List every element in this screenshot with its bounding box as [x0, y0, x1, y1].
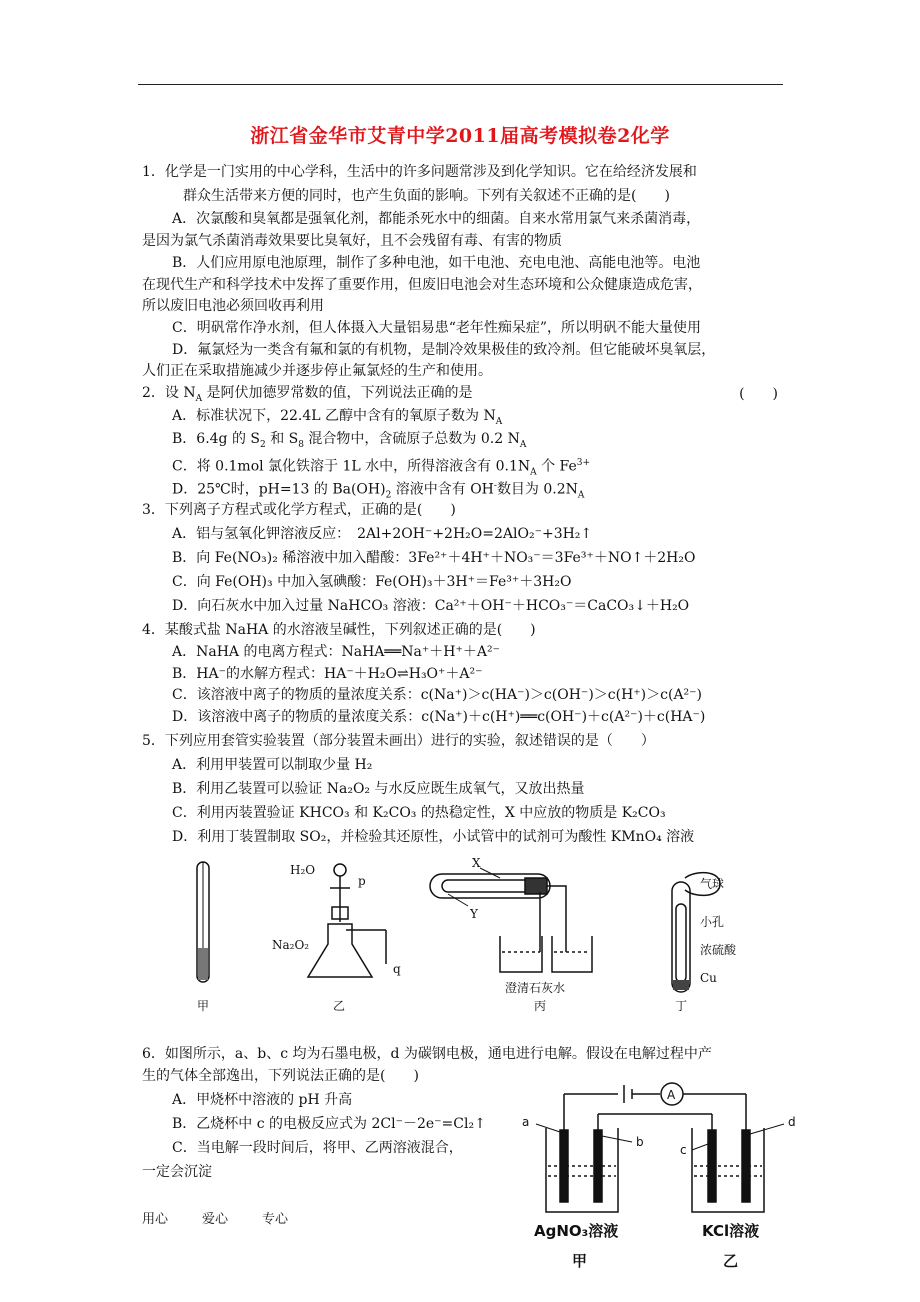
q1-option-a-cont: 是因为氯气杀菌消毒效果要比臭氧好，且不会残留有毒、有害的物质: [142, 233, 562, 249]
q5-option-c: C．利用丙装置验证 KHCO₃ 和 K₂CO₃ 的热稳定性，X 中应放的物质是 K₂CO₃: [172, 805, 666, 821]
q4-stem: 4．某酸式盐 NaHA 的水溶液呈碱性，下列叙述正确的是( ): [142, 622, 536, 638]
q2-option-d: D．25℃时，pH=13 的 $Ba(OH)_2$ 溶液中含有 OH-数目为 $0.2N_A$: [172, 481, 585, 501]
q5-option-a: A．利用甲装置可以制取少量 H₂: [172, 757, 373, 773]
right-solution-label: KCl溶液: [702, 1222, 760, 1240]
page-title: 浙江省金华市艾青中学2011届高考模拟卷2化学: [250, 125, 670, 147]
label-y: Y: [470, 907, 478, 921]
label-cu: Cu: [700, 971, 717, 985]
q2-option-b: B．6.4g 的 $S_2$ 和 $S_8$ 混合物中，含硫原子总数为 0.2 $N_A$: [172, 431, 527, 450]
q1-stem-line2: 群众生活带来方便的同时，也产生负面的影响。下列有关叙述不正确的是( ): [183, 188, 670, 204]
label-p: p: [358, 874, 366, 888]
q5-option-b: B．利用乙装置可以验证 Na₂O₂ 与水反应既生成氧气，又放出热量: [172, 781, 585, 797]
apparatus-ding: [672, 873, 737, 1013]
electrode-a: [560, 1130, 568, 1202]
q2-stem: 2．设 $N_A$ 是阿伏加德罗常数的值，下列说法正确的是: [142, 385, 473, 404]
q6-option-a: A．甲烧杯中溶液的 pH 升高: [172, 1092, 353, 1108]
label-a: a: [522, 1115, 530, 1129]
q3-stem: 3．下列离子方程式或化学方程式，正确的是( ): [142, 502, 456, 518]
na-h2o-label: H₂O: [290, 863, 316, 877]
electrode-b: [594, 1130, 602, 1202]
apparatus-bing-label: 丙: [534, 999, 547, 1013]
label-c: c: [680, 1143, 687, 1157]
q4-option-b: B．HA⁻的水解方程式：HA⁻＋H₂O⇌H₃O⁺＋A²⁻: [172, 666, 483, 682]
left-solution-label: AgNO₃溶液: [534, 1222, 619, 1240]
electrode-d: [742, 1130, 750, 1202]
q1-option-c: C．明矾常作净水剂，但人体摄入大量铝易患“老年性痴呆症”，所以明矾不能大量使用: [172, 320, 702, 336]
apparatus-jia-label: 甲: [197, 999, 210, 1013]
q4-option-c: C．该溶液中离子的物质的量浓度关系：c(Na⁺)＞c(HA⁻)＞c(OH⁻)＞c(H⁺)＞c(A²⁻): [172, 687, 703, 703]
q6-option-c-cont: 一定会沉淀: [142, 1164, 212, 1180]
footer-text-2: 爱心: [202, 1212, 229, 1227]
label-na2o2: Na₂O₂: [272, 938, 310, 952]
label-x: X: [472, 856, 481, 870]
q6-stem-line2: 生的气体全部逸出，下列说法正确的是( ): [142, 1068, 419, 1084]
q4-option-a: A．NaHA 的电离方程式：NaHA══Na⁺＋H⁺＋A²⁻: [172, 644, 500, 660]
q5-apparatus-figure: [180, 852, 740, 1022]
footer-text-1: 用心: [142, 1212, 169, 1227]
q3-option-b: B．向 Fe(NO₃)₂ 稀溶液中加入醋酸：3Fe²⁺＋4H⁺＋NO₃⁻＝3Fe³⁺＋NO↑＋2H₂O: [172, 550, 696, 566]
label-q: q: [393, 962, 401, 976]
q1-option-d: D．氟氯烃为一类含有氟和氯的有机物，是制冷效果极佳的致冷剂。但它能破坏臭氧层，: [172, 342, 716, 358]
electrode-c: [708, 1130, 716, 1202]
q6-option-c: C．当电解一段时间后，将甲、乙两溶液混合，: [172, 1140, 463, 1156]
footer-text-3: 专心: [262, 1212, 289, 1227]
q5-stem: 5．下列应用套管实验装置（部分装置未画出）进行的实验，叙述错误的是（ ）: [142, 733, 655, 749]
q1-option-b: B．人们应用原电池原理，制作了多种电池，如干电池、充电电池、高能电池等。电池: [172, 255, 701, 271]
q1-option-a: A．次氯酸和臭氧都是强氧化剂，都能杀死水中的细菌。自来水常用氯气来杀菌消毒，: [172, 211, 701, 227]
q6-stem-line1: 6．如图所示，a、b、c 均为石墨电极，d 为碳钢电极，通电进行电解。假设在电解过程中产: [142, 1046, 712, 1062]
q1-option-d-cont: 人们正在采取措施减少并逐步停止氟氯烃的生产和使用。: [142, 363, 492, 379]
label-limewater: 澄清石灰水: [505, 981, 566, 995]
apparatus-bing: [430, 856, 592, 1013]
label-h2so4: 浓硫酸: [700, 943, 737, 957]
q1-option-b-cont: 在现代生产和科学技术中发挥了重要作用，但废旧电池会对生态环境和公众健康造成危害，: [142, 277, 702, 293]
q3-option-c: C．向 Fe(OH)₃ 中加入氢碘酸：Fe(OH)₃＋3H⁺＝Fe³⁺＋3H₂O: [172, 574, 572, 590]
top-rule: [138, 84, 783, 85]
apparatus-yi: [272, 863, 401, 1013]
q6-option-b: B．乙烧杯中 c 的电极反应式为 2Cl⁻－2e⁻=Cl₂↑: [172, 1116, 486, 1132]
apparatus-jia: [197, 862, 209, 1013]
q2-answer-paren: ( ): [739, 386, 778, 402]
apparatus-yi-label: 乙: [333, 999, 346, 1013]
q1-option-b-cont2: 所以废旧电池必须回收再利用: [142, 298, 324, 314]
apparatus-ding-label: 丁: [675, 999, 688, 1013]
label-hole: 小孔: [700, 915, 725, 929]
label-b: b: [636, 1135, 644, 1149]
q5-option-d: D．利用丁装置制取 SO₂，并检验其还原性，小试管中的试剂可为酸性 KMnO₄ 溶液: [172, 829, 695, 845]
right-beaker-name: 乙: [723, 1252, 739, 1270]
q4-option-d: D．该溶液中离子的物质的量浓度关系：c(Na⁺)＋c(H⁺)══c(OH⁻)＋c(A²⁻)＋c(HA⁻): [172, 709, 706, 725]
label-balloon: 气球: [700, 877, 725, 891]
label-d: d: [788, 1115, 796, 1129]
left-beaker-name: 甲: [572, 1252, 588, 1270]
q2-option-c: C．将 0.1mol 氯化铁溶于 1L 水中，所得溶液含有 $0.1N_A$ 个 $Fe^{3+}$: [172, 458, 591, 478]
q3-option-a: A．铝与氢氧化钾溶液反应： 2Al+2OH⁻+2H₂O=2AlO₂⁻+3H₂↑: [172, 526, 593, 542]
ammeter-label: A: [667, 1088, 676, 1102]
q2-option-a: A．标准状况下，22.4L 乙醇中含有的氧原子数为 $N_A$: [172, 408, 503, 427]
q1-stem-line1: 1．化学是一门实用的中心学科，生活中的许多问题常涉及到化学知识。它在给经济发展和: [142, 164, 697, 180]
q3-option-d: D．向石灰水中加入过量 NaHCO₃ 溶液：Ca²⁺＋OH⁻＋HCO₃⁻＝CaCO₃↓＋H₂O: [172, 598, 690, 614]
electrolysis-figure: [516, 1074, 812, 1274]
